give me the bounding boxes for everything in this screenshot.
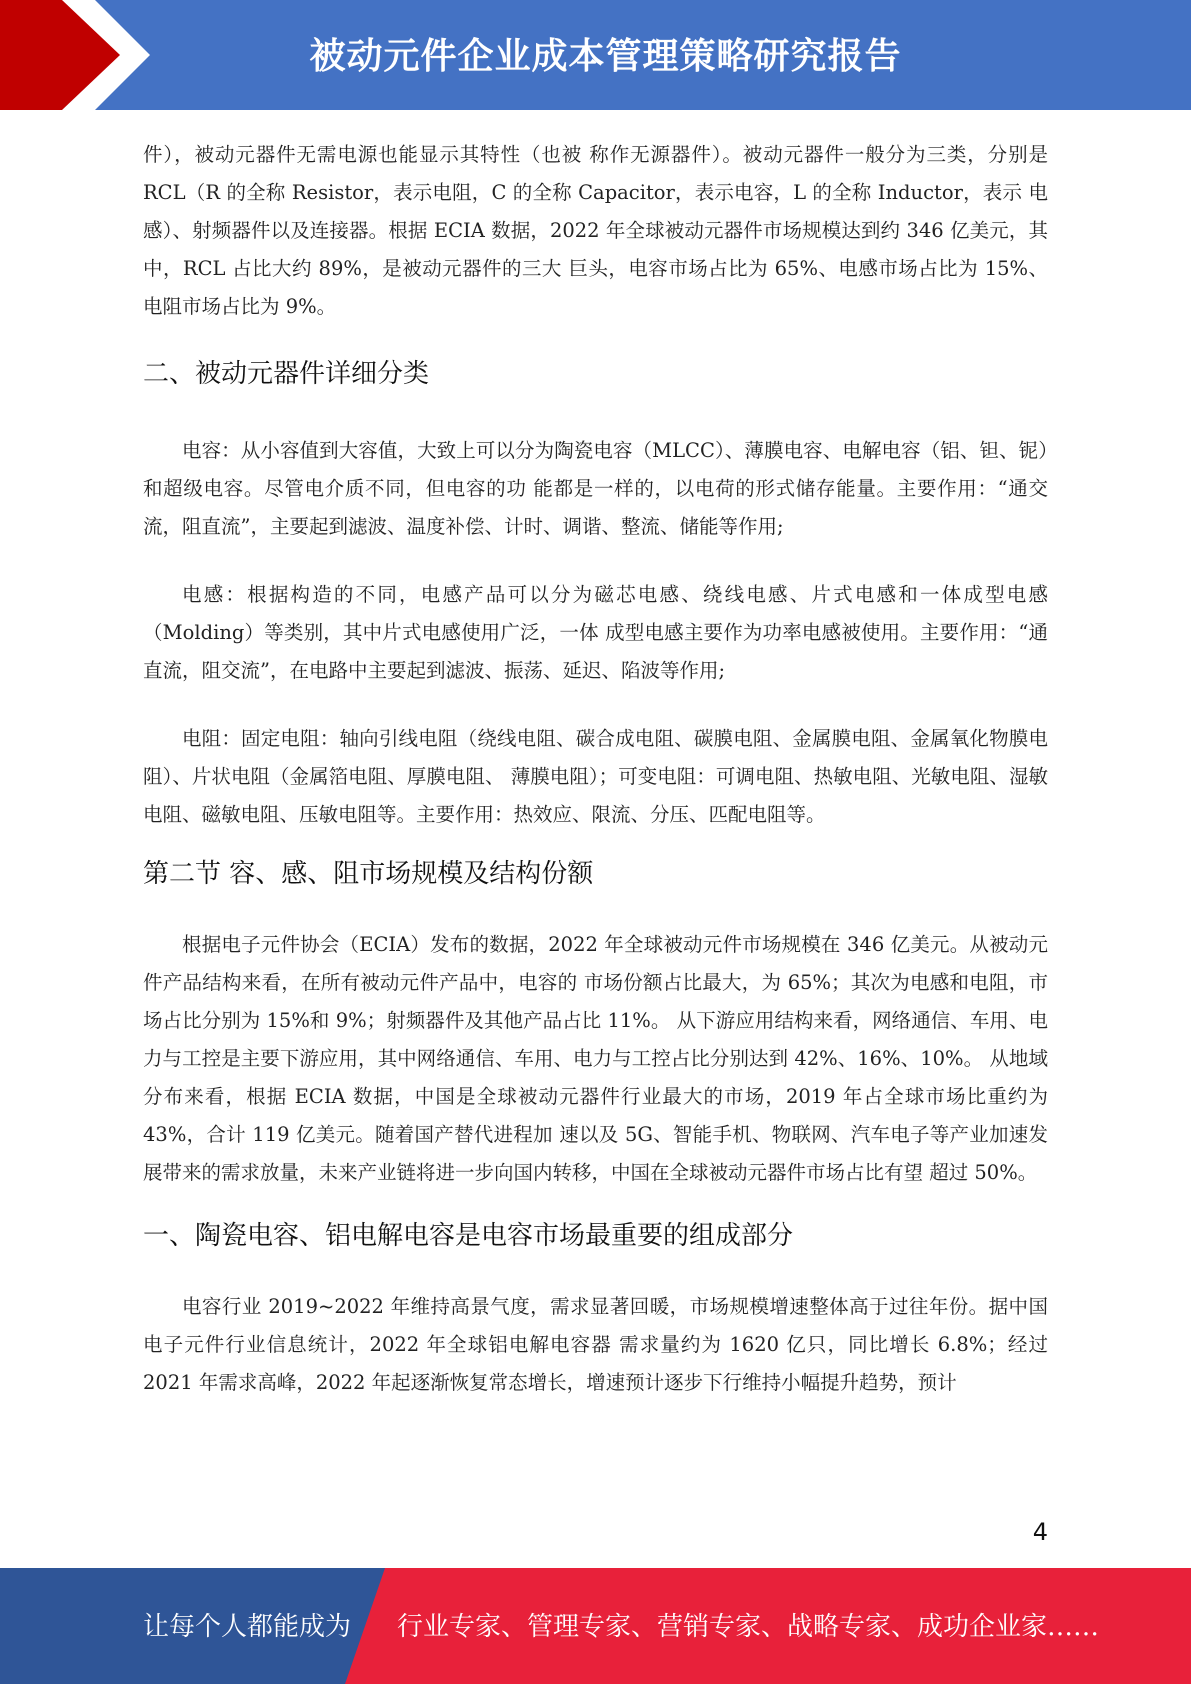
heading-section-two: 第二节 容、感、阻市场规模及结构份额 xyxy=(143,859,594,889)
intro-paragraph: 件），被动元器件无需电源也能显示其特性（也被 称作无源器件）。被动元器件一般分为三类，分别是 RCL（R 的全称 Resistor，表示电阻，C 的全称 Capacitor，表示电容，L 的全称 Inductor，表示 电感）、射频器件以及连接器。根据 ECIA 数据，2022 年全球被动元器件市场规模达到约 346 亿美元，其中，RCL 占比大约 89%，是被动元器件的三大 巨头，电容市场占比为 65%、电感市场占比为 15%、电阻市场占比为 9%。 xyxy=(143,143,1048,318)
capacitor-industry-paragraph: 电容行业 2019~2022 年维持高景气度，需求显著回暖，市场规模增速整体高于过往年份。据中国电子元件行业信息统计，2022 年全球铝电解电容器 需求量约为 1620 亿只，同比增长 6.8%；经过 2021 年需求高峰，2022 年起逐渐恢复常态增长，增速预计逐步下行维持小幅提升趋势，预计 xyxy=(143,1295,1048,1394)
market-paragraph: 根据电子元件协会（ECIA）发布的数据，2022 年全球被动元件市场规模在 346 亿美元。从被动元件产品结构来看，在所有被动元件产品中，电容的 市场份额占比最大，为 65%；其次为电感和电阻，市场占比分别为 15%和 9%；射频器件及其他产品占比 11%。 从下游应用结构来看，网络通信、车用、电力与工控是主要下游应用，其中网络通信、车用、电力与工控占比分别达到 42%、16%、10%。 从地域分布来看，根据 ECIA 数据，中国是全球被动元器件行业最大的市场，2019 年占全球市场比重约为 43%，合计 119 亿美元。随着国产替代进程加 速以及 5G、智能手机、物联网、汽车电子等产业加速发展带来的需求放量，未来产业链将进一步向国内转移，中国在全球被动元器件市场占比有望 超过 50%。 xyxy=(143,933,1048,1184)
heading-classification: 二、被动元器件详细分类 xyxy=(143,359,430,389)
report-title: 被动元件企业成本管理策略研究报告 xyxy=(309,36,902,77)
footer-slogan-left: 让每个人都能成为 xyxy=(143,1612,352,1642)
page-header xyxy=(0,0,1191,110)
heading-ceramic-capacitor: 一、陶瓷电容、铝电解电容是电容市场最重要的组成部分 xyxy=(143,1221,794,1251)
footer-slogan-right: 行业专家、管理专家、营销专家、战略专家、成功企业家…… xyxy=(397,1612,1100,1642)
inductor-paragraph: 电感：根据构造的不同，电感产品可以分为磁芯电感、绕线电感、片式电感和一体成型电感（Molding）等类别，其中片式电感使用广泛，一体 成型电感主要作为功率电感被使用。主要作用：“通直流，阻交流”，在电路中主要起到滤波、振荡、延迟、陷波等作用; xyxy=(143,583,1048,682)
resistor-paragraph: 电阻：固定电阻：轴向引线电阻（绕线电阻、碳合成电阻、碳膜电阻、金属膜电阻、金属氧化物膜电阻）、片状电阻（金属箔电阻、厚膜电阻、 薄膜电阻）；可变电阻：可调电阻、热敏电阻、光敏电阻、湿敏电阻、磁敏电阻、压敏电阻等。主要作用：热效应、限流、分压、匹配电阻等。 xyxy=(143,727,1048,826)
page-number: 4 xyxy=(1032,1518,1048,1546)
document-body xyxy=(143,130,1048,1402)
page-footer xyxy=(0,1568,1191,1684)
capacitor-paragraph: 电容：从小容值到大容值，大致上可以分为陶瓷电容（MLCC）、薄膜电容、电解电容（铝、钽、铌）和超级电容。尽管电介质不同，但电容的功 能都是一样的，以电荷的形式储存能量。主要作用：“通交流，阻直流”，主要起到滤波、温度补偿、计时、调谐、整流、储能等作用; xyxy=(143,439,1048,538)
